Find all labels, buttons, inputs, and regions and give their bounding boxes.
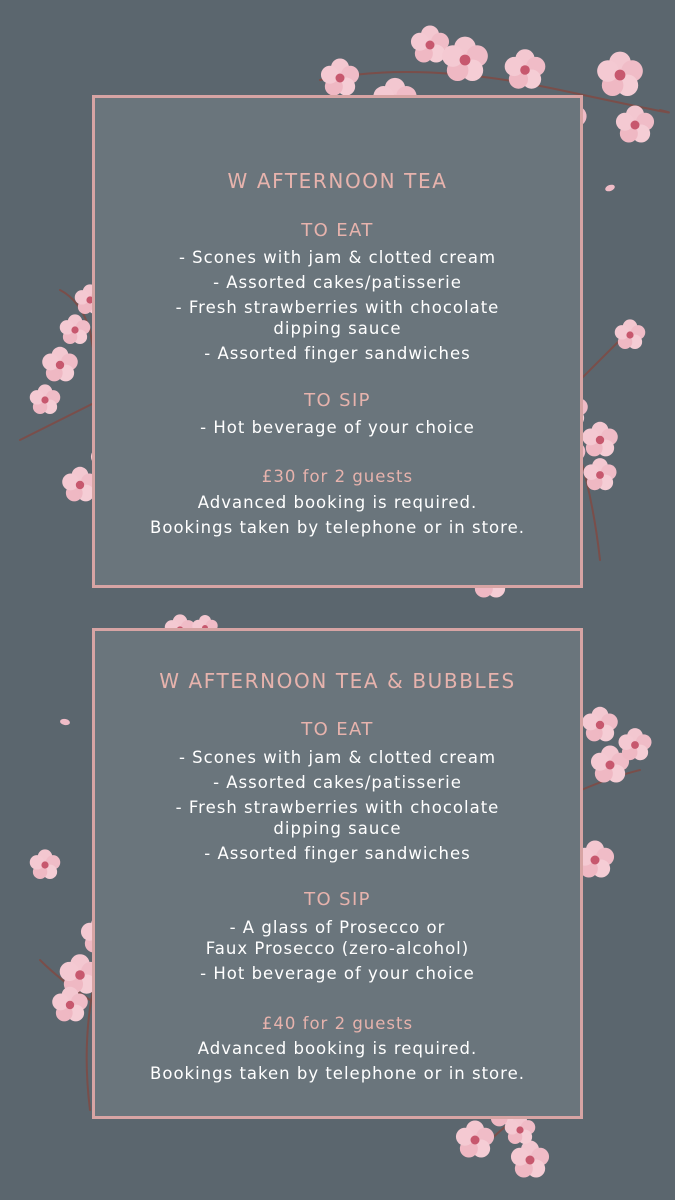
eat-item: - Assorted finger sandwiches <box>204 844 471 863</box>
booking-note: Advanced booking is required. <box>197 493 478 512</box>
sip-item: - Hot beverage of your choice <box>200 964 475 983</box>
price-text: £40 for 2 guests <box>261 1014 414 1033</box>
eat-heading: TO EAT <box>301 719 374 740</box>
sip-heading: TO SIP <box>304 889 371 910</box>
eat-item: - Scones with jam & clotted cream <box>178 748 497 767</box>
menu-title: W AFTERNOON TEA <box>227 169 448 193</box>
afternoon-tea-card <box>92 95 583 588</box>
sip-heading: TO SIP <box>304 390 371 411</box>
sip-item: Faux Prosecco (zero-alcohol) <box>205 939 470 958</box>
eat-item: - Fresh strawberries with chocolate <box>175 798 500 817</box>
eat-item: - Fresh strawberries with chocolate <box>175 298 500 317</box>
eat-item: - Assorted cakes/patisserie <box>213 773 462 792</box>
eat-heading: TO EAT <box>301 220 374 241</box>
eat-item: dipping sauce <box>273 819 402 838</box>
sip-item: - A glass of Prosecco or <box>229 918 446 937</box>
afternoon-tea-bubbles-card <box>92 628 583 1119</box>
menu-title: W AFTERNOON TEA & BUBBLES <box>159 669 516 693</box>
price-text: £30 for 2 guests <box>261 467 414 486</box>
eat-item: - Assorted cakes/patisserie <box>213 273 462 292</box>
sip-item: - Hot beverage of your choice <box>200 418 475 437</box>
booking-note: Bookings taken by telephone or in store. <box>150 518 525 537</box>
eat-item: dipping sauce <box>273 319 402 338</box>
booking-note: Bookings taken by telephone or in store. <box>150 1064 525 1083</box>
eat-item: - Scones with jam & clotted cream <box>178 248 497 267</box>
eat-item: - Assorted finger sandwiches <box>204 344 471 363</box>
booking-note: Advanced booking is required. <box>197 1039 478 1058</box>
